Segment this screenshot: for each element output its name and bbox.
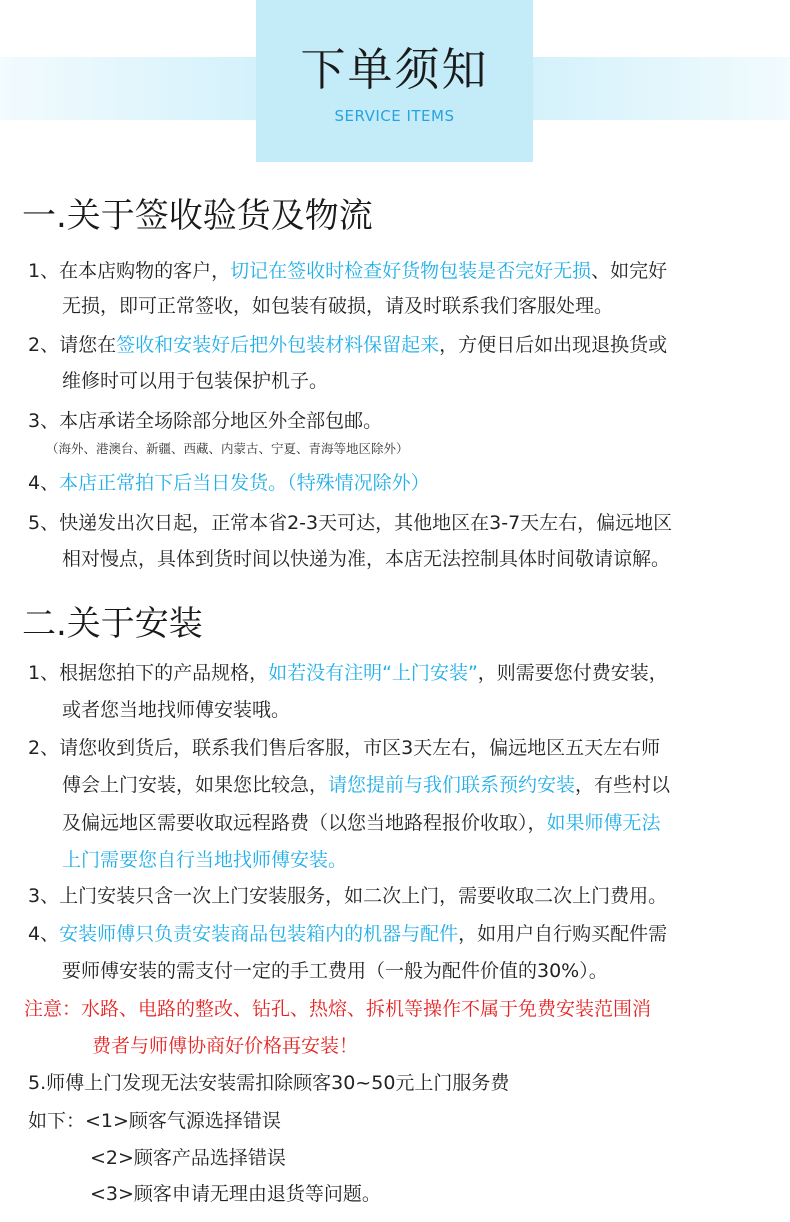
s1-item4-line1: 4、本店正常拍下后当日发货。（特殊情况除外）	[28, 472, 430, 494]
s1-item3-note: （海外、港澳台、新疆、西藏、内蒙古、宁夏、青海等地区除外）	[46, 441, 409, 456]
warning-line2: 费者与师傅协商好价格再安装！	[92, 1035, 359, 1057]
s2-item5-line4: <3>顾客申请无理由退货等问题。	[90, 1183, 381, 1205]
s2-item4-line1: 4、安装师傅只负责安装商品包装箱内的机器与配件，如用户自行购买配件需	[28, 923, 668, 945]
section2-heading: 二.关于安装	[22, 604, 203, 644]
s1-item5-line2: 相对慢点，具体到货时间以快递为准，本店无法控制具体时间敬请谅解。	[62, 548, 671, 570]
s2-item1-line2: 或者您当地找师傅安装哦。	[62, 699, 291, 721]
s2-item5-line2: 如下：<1>顾客气源选择错误	[28, 1110, 281, 1132]
warning-line1: 注意：水路、电路的整改、钻孔、热熔、拆机等操作不属于免费安装范围消	[24, 998, 652, 1020]
s1-item2-highlight: 签收和安装好后把外包装材料保留起来	[116, 334, 440, 356]
banner-subtitle: SERVICE ITEMS	[334, 107, 455, 125]
s2-item2-highlight-b: 如果师傅无法	[546, 812, 661, 834]
s2-item2-line4: 上门需要您自行当地找师傅安装。	[62, 849, 348, 871]
s2-item2-line2: 傅会上门安装，如果您比较急，请您提前与我们联系预约安装，有些村以	[62, 774, 671, 796]
s1-item1-line1: 1、在本店购物的客户，切记在签收时检查好货物包装是否完好无损、如完好	[28, 260, 668, 282]
s2-item2-highlight-a: 请您提前与我们联系预约安装	[328, 774, 576, 796]
s1-item1-highlight: 切记在签收时检查好货物包装是否完好无损	[230, 260, 592, 282]
s1-item1-line2: 无损，即可正常签收，如包装有破损，请及时联系我们客服处理。	[62, 295, 614, 317]
s1-item2-line1: 2、请您在签收和安装好后把外包装材料保留起来，方便日后如出现退换货或	[28, 334, 668, 356]
s2-item2-line3: 及偏远地区需要收取远程路费（以您当地路程报价收取），如果师傅无法	[62, 812, 661, 834]
banner-title: 下单须知	[300, 43, 489, 96]
s1-item2-line2: 维修时可以用于包装保护机子。	[62, 370, 329, 392]
s1-item5-line1: 5、快递发出次日起，正常本省2-3天可达，其他地区在3-7天左右，偏远地区	[28, 512, 673, 534]
s2-item1-line1: 1、根据您拍下的产品规格，如若没有注明“上门安装”，则需要您付费安装，	[28, 662, 668, 684]
banner-box	[256, 0, 533, 162]
s2-item2-line1: 2、请您收到货后，联系我们售后客服，市区3天左右，偏远地区五天左右师	[28, 737, 661, 759]
s2-item5-line1: 5.师傅上门发现无法安装需扣除顾客30~50元上门服务费	[28, 1072, 510, 1094]
s2-item4-line2: 要师傅安装的需支付一定的手工费用（一般为配件价值的30%）。	[62, 960, 608, 982]
s1-item3-line1: 3、本店承诺全场除部分地区外全部包邮。	[28, 410, 383, 432]
section1-heading: 一.关于签收验货及物流	[22, 196, 373, 236]
s2-item3-line1: 3、上门安装只含一次上门安装服务，如二次上门，需要收取二次上门费用。	[28, 885, 668, 907]
s2-item1-highlight: 如若没有注明“上门安装”	[268, 662, 478, 684]
s2-item5-line3: <2>顾客产品选择错误	[90, 1147, 286, 1169]
s1-item4-highlight: 本店正常拍下后当日发货。（特殊情况除外）	[59, 472, 430, 494]
s2-item4-highlight: 安装师傅只负责安装商品包装箱内的机器与配件	[59, 923, 459, 945]
